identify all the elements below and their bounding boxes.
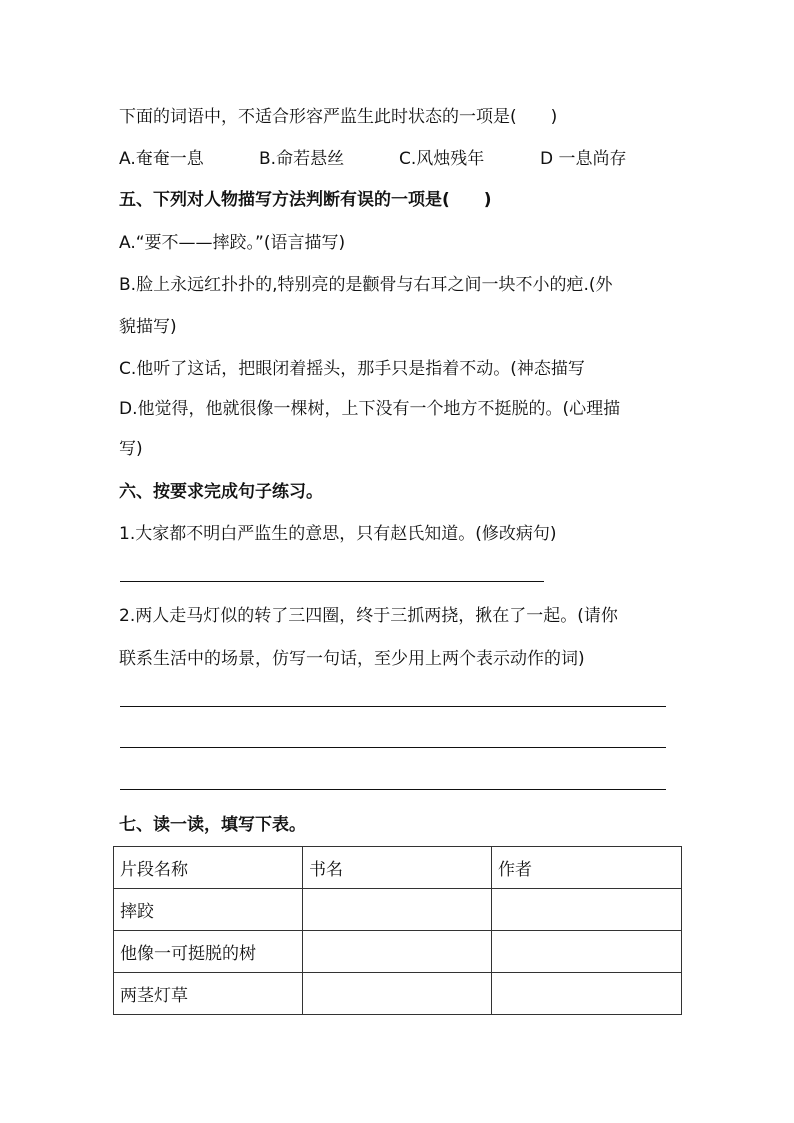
table-header-cell: 片段名称 (114, 847, 303, 889)
table-cell-author[interactable] (492, 931, 682, 973)
q4-option-a: A.奄奄一息 (119, 149, 204, 169)
table-header-cell: 书名 (303, 847, 492, 889)
q5-option-b-line1: B.脸上永远红扑扑的,特别亮的是颧骨与右耳之间一块不小的疤.(外 (119, 275, 613, 295)
table-cell-excerpt: 两茎灯草 (114, 973, 303, 1015)
table-header-cell: 作者 (492, 847, 682, 889)
q4-stem: 下面的词语中，不适合形容严监生此时状态的一项是( ) (119, 107, 558, 127)
answer-line-4[interactable] (120, 789, 666, 790)
table-cell-author[interactable] (492, 973, 682, 1015)
q6-item2-line2: 联系生活中的场景，仿写一句话，至少用上两个表示动作的词) (119, 649, 585, 669)
table-cell-book[interactable] (303, 973, 492, 1015)
table-cell-author[interactable] (492, 889, 682, 931)
q4-option-b: B.命若悬丝 (259, 149, 345, 169)
q5-option-b-line2: 貌描写) (119, 317, 177, 337)
q5-option-d-line1: D.他觉得，他就很像一棵树，上下没有一个地方不挺脱的。(心理描 (119, 399, 621, 419)
answer-line-1[interactable] (120, 581, 544, 582)
q5-option-d-line2: 写) (119, 439, 143, 459)
answer-line-3[interactable] (120, 747, 666, 748)
q5-option-a: A.“要不——摔跤。”(语言描写) (119, 233, 346, 253)
q6-heading: 六、按要求完成句子练习。 (119, 482, 323, 502)
table-row (114, 973, 682, 1015)
table-cell-book[interactable] (303, 931, 492, 973)
q6-item2-line1: 2.两人走马灯似的转了三四圈，终于三抓两挠，揪在了一起。(请你 (119, 606, 618, 626)
answer-line-2[interactable] (120, 706, 666, 707)
table-cell-excerpt: 他像一可挺脱的树 (114, 931, 303, 973)
q5-option-c: C.他听了这话，把眼闭着摇头，那手只是指着不动。(神态描写 (119, 359, 585, 379)
fill-in-table (113, 846, 682, 1015)
table-row (114, 889, 682, 931)
table-header-row (114, 847, 682, 889)
table-row (114, 931, 682, 973)
q4-option-d: D 一息尚存 (540, 149, 627, 169)
table-cell-book[interactable] (303, 889, 492, 931)
table-cell-excerpt: 摔跤 (114, 889, 303, 931)
q7-heading: 七、读一读，填写下表。 (119, 815, 306, 835)
q4-option-c: C.风烛残年 (399, 149, 485, 169)
q6-item1: 1.大家都不明白严监生的意思，只有赵氏知道。(修改病句) (119, 524, 557, 544)
q5-heading: 五、下列对人物描写方法判断有误的一项是( ) (119, 190, 492, 210)
